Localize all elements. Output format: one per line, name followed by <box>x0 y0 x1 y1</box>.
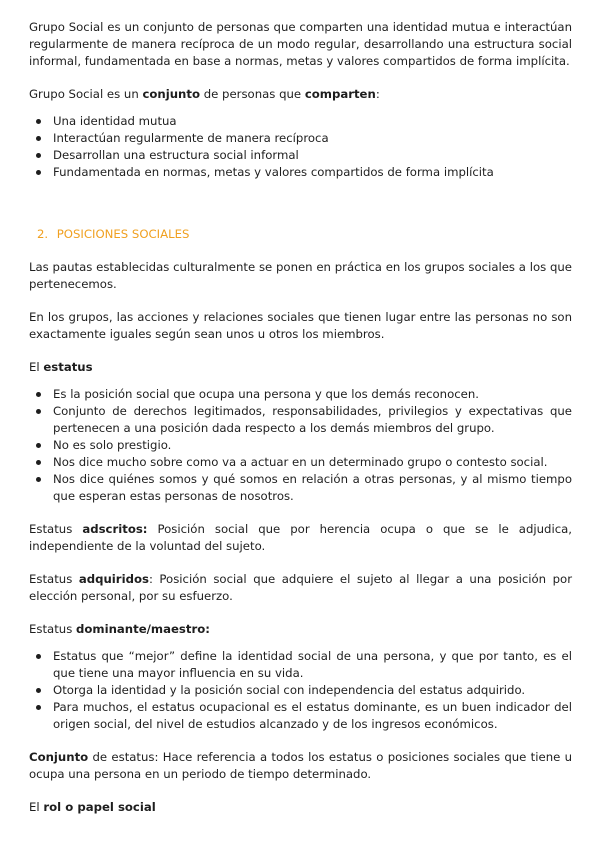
section-paragraph-2: En los grupos, las acciones y relaciones sociales que tienen lugar entre las personas no son exactamente iguales según sean unos u otros los miembros. <box>29 310 572 341</box>
dominante-heading: Estatus dominante/maestro: <box>29 622 210 636</box>
rol-heading: El rol o papel social <box>29 800 156 814</box>
list-item: Conjunto de derechos legitimados, responsabilidades, privilegios y expectativas que pertenecen a una posición dada respecto a los demás miembros del grupo. <box>29 403 572 437</box>
adscritos-paragraph: Estatus adscritos: Posición social que por herencia ocupa o que se le adjudica, independiente de la voluntad del sujeto. <box>29 522 572 553</box>
section-title: POSICIONES SOCIALES <box>56 227 190 241</box>
list-item: Nos dice quiénes somos y qué somos en relación a otras personas, y al mismo tiempo que esperan estas personas de nosotros. <box>29 471 572 505</box>
list-item: Nos dice mucho sobre como va a actuar en un determinado grupo o contesto social. <box>29 454 572 471</box>
list-item: Otorga la identidad y la posición social con independencia del estatus adquirido. <box>29 682 572 699</box>
intro-paragraph: Grupo Social es un conjunto de personas que comparten una identidad mutua e interactúan regularmente de manera recíproca de un modo regular, desarrollando una estructura social informal, fundamentada en base a normas, metas y valores compartidos de forma implícita. <box>29 20 572 68</box>
list-item: No es solo prestigio. <box>29 437 572 454</box>
estatus-bullet-list <box>29 386 572 505</box>
list-item: Desarrollan una estructura social informal <box>29 147 572 164</box>
list-item: Estatus que “mejor” define la identidad social de una persona, y que por tanto, es el que tiene una mayor influencia en su vida. <box>29 648 572 682</box>
section-heading <box>29 226 572 243</box>
intro-bullet-list <box>29 113 572 181</box>
list-item: Una identidad mutua <box>29 113 572 130</box>
list-item: Para muchos, el estatus ocupacional es el estatus dominante, es un buen indicador del origen social, del nivel de estudios alcanzado y de los ingresos económicos. <box>29 699 572 733</box>
estatus-heading: El estatus <box>29 360 93 374</box>
list-item: Fundamentada en normas, metas y valores compartidos de forma implícita <box>29 164 572 181</box>
adquiridos-paragraph: Estatus adquiridos: Posición social que adquiere el sujeto al llegar a una posición por elección personal, por su esfuerzo. <box>29 572 573 603</box>
intro-lead: Grupo Social es un conjunto de personas que comparten: <box>29 87 380 101</box>
dominante-bullet-list <box>29 648 572 733</box>
document-page <box>29 19 572 816</box>
list-item: Interactúan regularmente de manera recíproca <box>29 130 572 147</box>
conjunto-paragraph: Conjunto de estatus: Hace referencia a todos los estatus o posiciones sociales que tiene u ocupa una persona en un periodo de tiempo determinado. <box>29 750 572 781</box>
section-number: 2. <box>37 227 49 241</box>
section-paragraph-1: Las pautas establecidas culturalmente se ponen en práctica en los grupos sociales a los que pertenecemos. <box>29 260 572 291</box>
list-item: Es la posición social que ocupa una persona y que los demás reconocen. <box>29 386 572 403</box>
